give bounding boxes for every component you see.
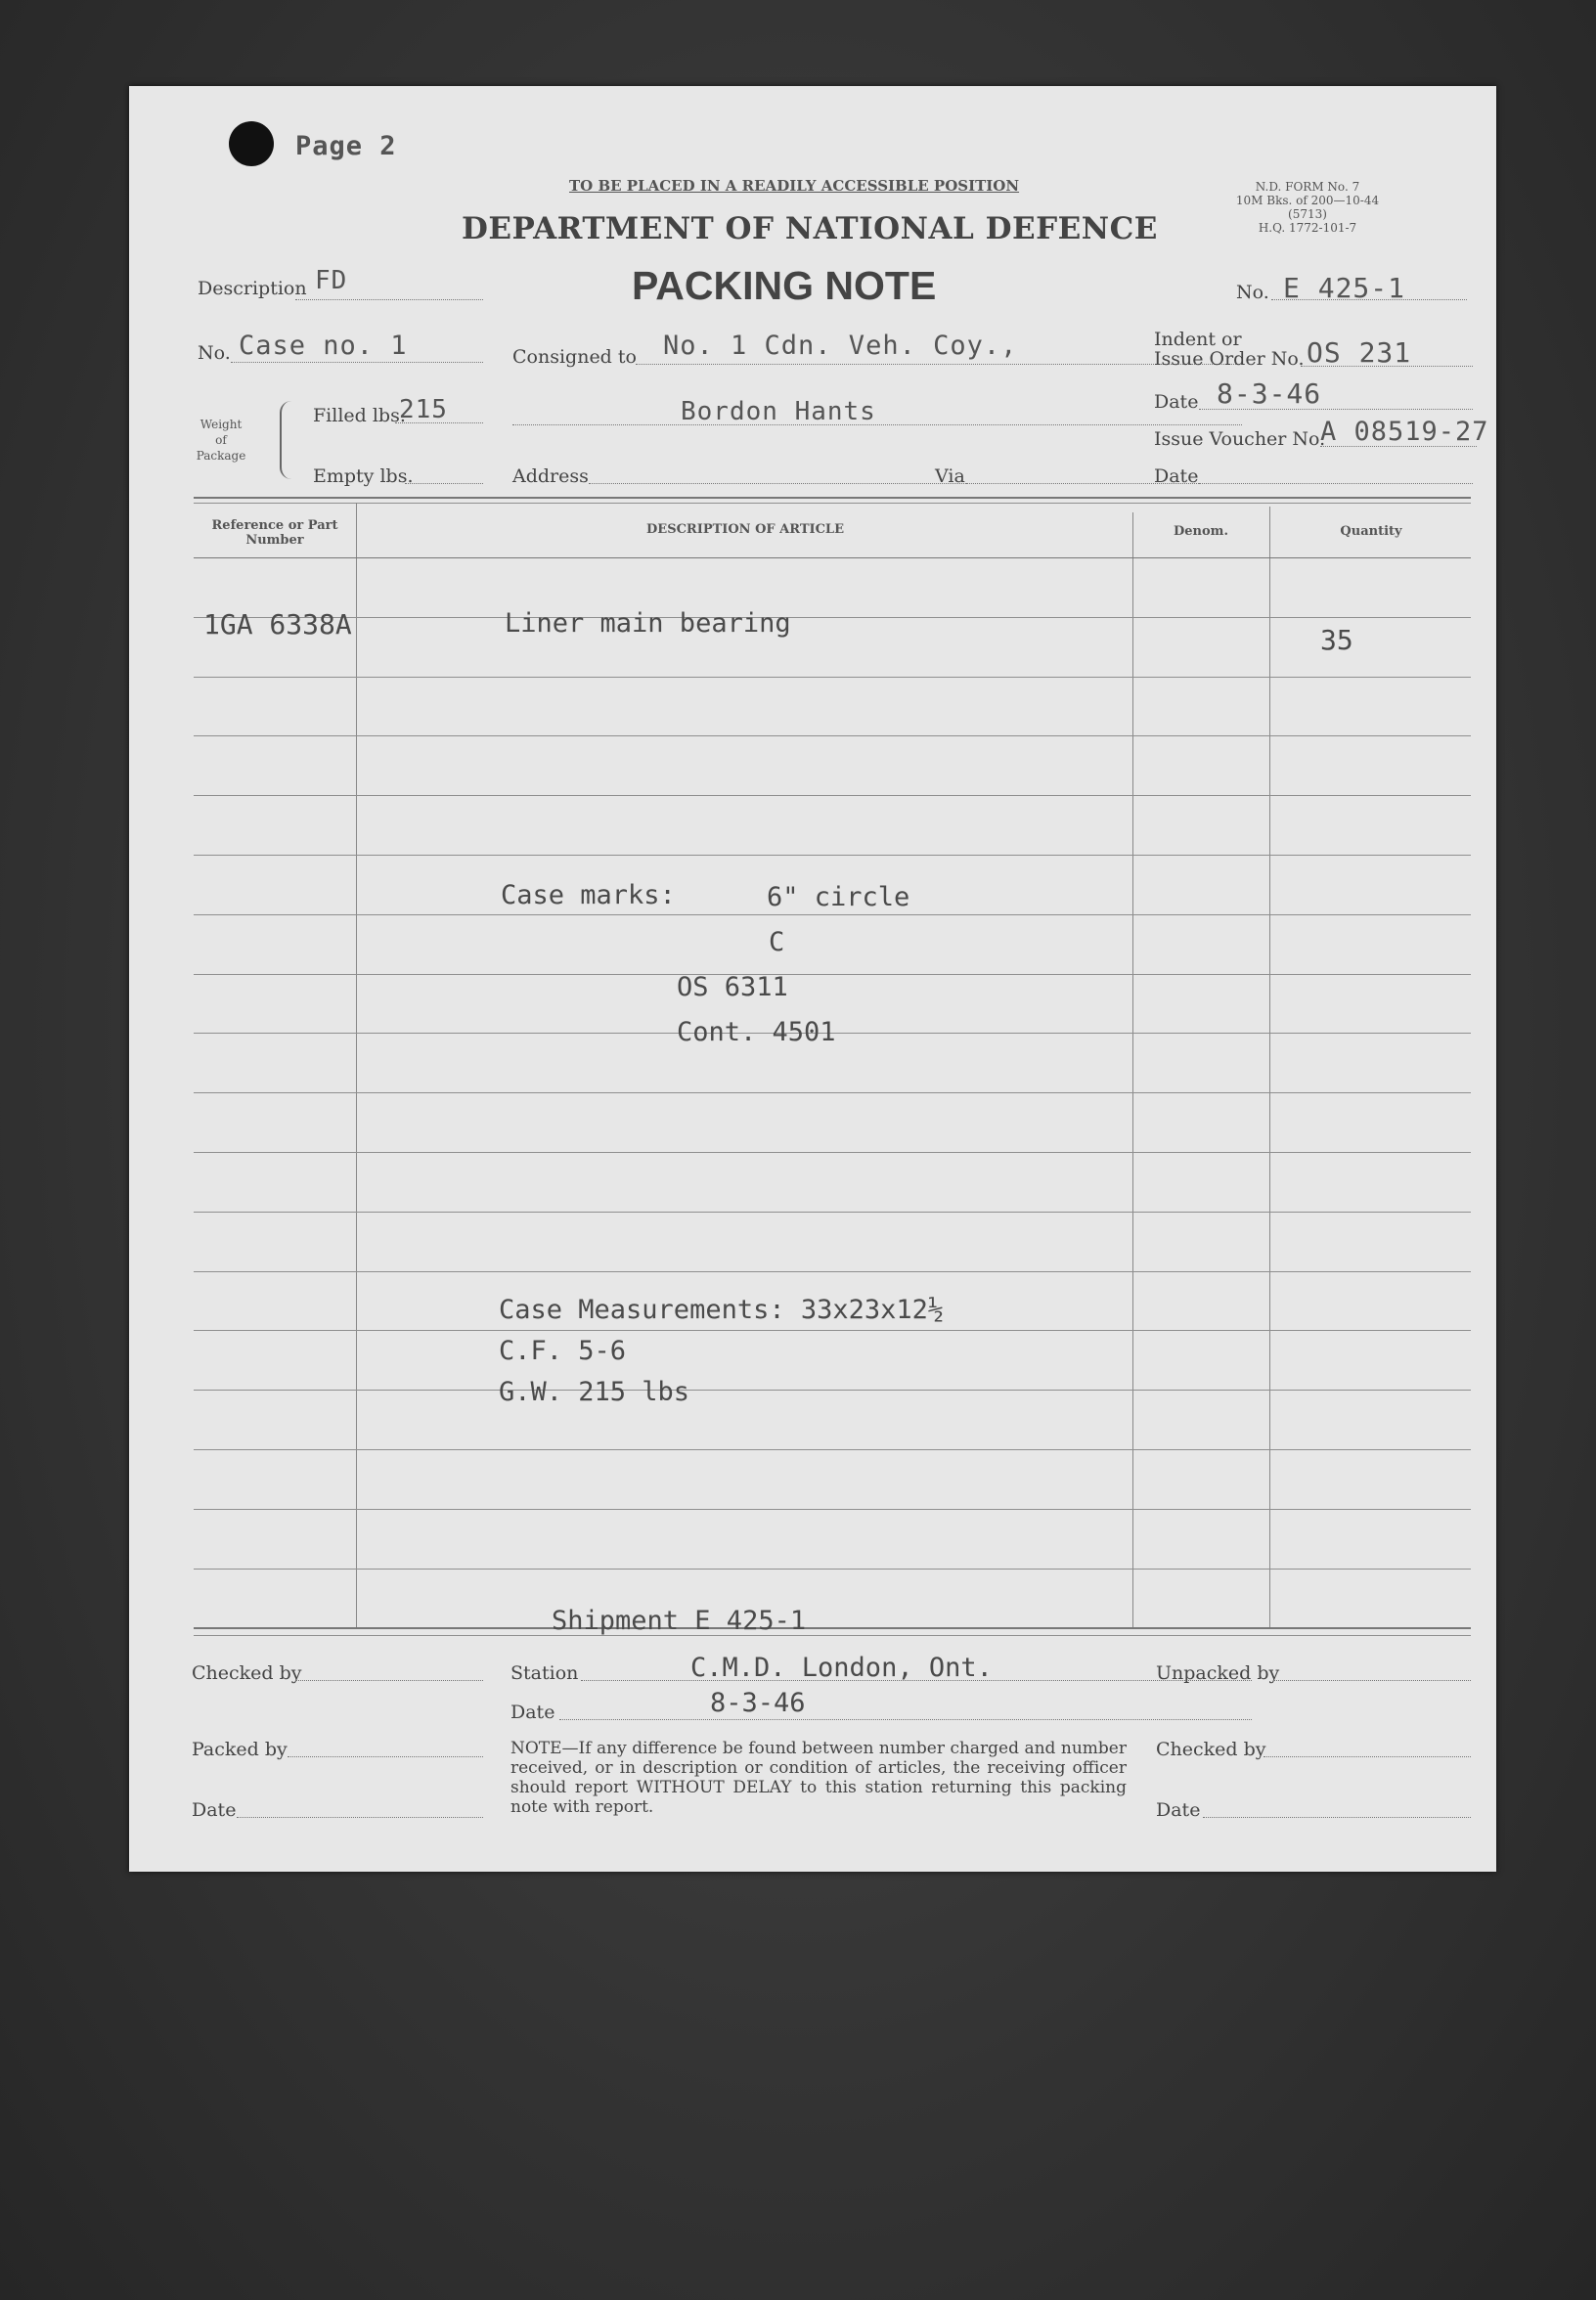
table-row-rule: [194, 1509, 1471, 1510]
unpacked-by-label: Unpacked by: [1156, 1662, 1280, 1684]
table-header-rule: [194, 557, 1471, 558]
col-divider-denom: [1269, 507, 1270, 1627]
date-value: 8-3-46: [1217, 377, 1322, 410]
table-row-rule: [194, 914, 1471, 915]
date2-label: Date: [1154, 465, 1199, 487]
col-divider-desc: [1132, 512, 1133, 1627]
consigned-line-2: [512, 424, 1242, 425]
station-date-line: [559, 1719, 1252, 1720]
table-row-rule: [194, 1271, 1471, 1272]
date-label: Date: [1154, 391, 1199, 413]
table-row-rule: [194, 1330, 1471, 1331]
filled-label: Filled lbs.: [313, 405, 406, 426]
placement-note: TO BE PLACED IN A READILY ACCESSIBLE POSITION: [569, 177, 1020, 195]
consigned-line: [636, 364, 1242, 365]
voucher-label: Issue Voucher No.: [1154, 428, 1326, 450]
table-row-rule: [194, 855, 1471, 856]
header-quantity: Quantity: [1340, 524, 1402, 539]
serial-no-value: E 425-1: [1283, 272, 1406, 304]
serial-no-label: No.: [1236, 282, 1269, 303]
date2-line: [1199, 483, 1473, 484]
table-row-rule: [194, 1092, 1471, 1093]
table-row-rule: [194, 1569, 1471, 1570]
table-row-rule: [194, 617, 1471, 618]
packing-note-document: [129, 86, 1496, 1872]
footer-date-line: [237, 1817, 483, 1818]
table-bottom-rule: [194, 1627, 1471, 1629]
station-date-label: Date: [510, 1702, 555, 1723]
punch-hole: [229, 121, 274, 166]
table-top-rule: [194, 497, 1471, 499]
case-marks-value: 6" circle: [767, 882, 910, 912]
header-reference: Reference or Part Number: [211, 518, 338, 548]
packed-by-line: [288, 1756, 483, 1757]
filled-value: 215: [399, 395, 448, 424]
weight-label: Weight of Package: [196, 418, 246, 463]
checked-by-label: Checked by: [192, 1662, 302, 1684]
table-row-rule: [194, 1152, 1471, 1153]
station-label: Station: [510, 1662, 579, 1684]
case-no-value: Case no. 1: [239, 331, 408, 361]
table-top-rule-2: [194, 503, 1471, 504]
cubic-feet: C.F. 5-6: [499, 1336, 627, 1366]
date-right-line: [1203, 1817, 1471, 1818]
checked-by-right-label: Checked by: [1156, 1739, 1266, 1760]
indent-label: Indent or: [1154, 329, 1242, 350]
department-title: DEPARTMENT OF NATIONAL DEFENCE: [462, 211, 1158, 246]
page-label: Page 2: [295, 131, 397, 161]
document-title: PACKING NOTE: [632, 263, 937, 308]
item-description: Liner main bearing: [505, 608, 791, 639]
checked-by-right-line: [1264, 1756, 1471, 1757]
case-marks-label: Case marks:: [501, 880, 676, 910]
header-description: DESCRIPTION OF ARTICLE: [646, 522, 844, 537]
shipment-number: Shipment E 425-1: [552, 1606, 807, 1636]
table-bottom-rule-2: [194, 1635, 1471, 1636]
receiving-note: NOTE—If any difference be found between number charged and number received, or in description or condition of articles, the receiving officer should report WITHOUT DELAY to this station returning this packing note with report.: [510, 1739, 1127, 1817]
description-label: Description: [198, 278, 307, 299]
table-row-rule: [194, 795, 1471, 796]
via-label: Via: [935, 465, 965, 487]
form-info-line: N.D. FORM No. 7: [1255, 180, 1360, 194]
case-mark-c: C: [769, 927, 785, 957]
case-mark-cont: Cont. 4501: [677, 1017, 836, 1047]
issue-order-value: OS 231: [1307, 336, 1412, 369]
station-date-value: 8-3-46: [710, 1688, 806, 1718]
form-info-line: 10M Bks. of 200—10-44 (5713): [1235, 194, 1380, 221]
case-measurements: Case Measurements: 33x23x12½: [499, 1295, 945, 1325]
gross-weight: G.W. 215 lbs: [499, 1377, 690, 1407]
consigned-label: Consigned to: [512, 346, 637, 368]
table-row-rule: [194, 735, 1471, 736]
part-number: 1GA 6338A: [203, 608, 352, 641]
station-value: C.M.D. London, Ont.: [690, 1653, 993, 1683]
issue-order-label: Issue Order No.: [1154, 348, 1305, 370]
case-no-line: [231, 362, 483, 363]
table-row-rule: [194, 677, 1471, 678]
empty-label: Empty lbs.: [313, 465, 414, 487]
consigned-value: No. 1 Cdn. Veh. Coy.,: [663, 331, 1018, 361]
description-value: FD: [315, 266, 348, 295]
case-mark-os: OS 6311: [677, 972, 788, 1002]
footer-date-label: Date: [192, 1799, 237, 1821]
header-denom: Denom.: [1174, 524, 1228, 539]
weight-brace: [280, 401, 293, 479]
voucher-value: A 08519-27: [1320, 417, 1489, 447]
table-row-rule: [194, 1449, 1471, 1450]
case-no-label: No.: [198, 342, 231, 364]
empty-line: [405, 483, 483, 484]
form-info-line: H.Q. 1772-101-7: [1258, 221, 1357, 235]
col-divider-ref: [356, 503, 357, 1627]
date-right-label: Date: [1156, 1799, 1201, 1821]
consigned-value-2: Bordon Hants: [681, 397, 876, 426]
description-line: [295, 299, 483, 300]
unpacked-by-line: [1273, 1680, 1471, 1681]
packed-by-label: Packed by: [192, 1739, 288, 1760]
form-info: [1234, 180, 1381, 235]
table-row-rule: [194, 1390, 1471, 1391]
address-label: Address: [512, 465, 589, 487]
item-quantity: 35: [1320, 624, 1353, 656]
table-row-rule: [194, 1212, 1471, 1213]
table-row-rule: [194, 974, 1471, 975]
checked-by-line: [295, 1680, 483, 1681]
